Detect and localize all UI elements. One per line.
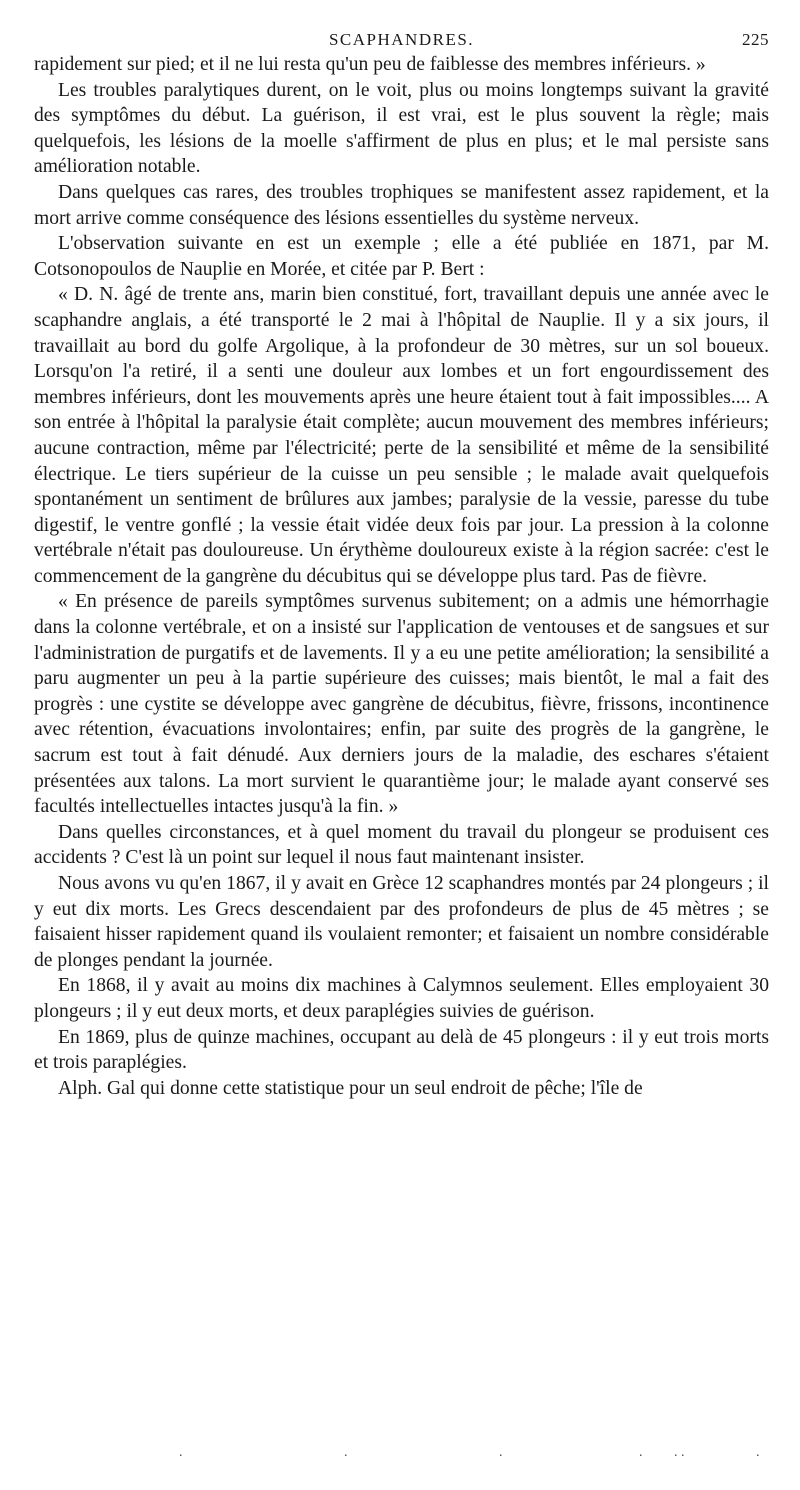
book-page [34,0,769,1101]
paragraph: L'observation suivante en est un exemple ; elle a été publiée en 1871, par M. Cotsonopoulos de Nauplie en Morée, et citée par P. Bert : [34,233,769,280]
quote-paragraph: « En présence de pareils symptômes survenus subitement; on a admis une hémorrhagie dans la colonne vertébrale, et on a insisté sur l'application de ventouses et de sangsues et sur l'administration de purgatifs et de lavements. Il y a eu une petite amélioration; la sensibilité a paru augmenter un peu à la partie supérieure des cuisses; mais bientôt, le mal a fait des progrès : une cystite se développe avec gangrène de décubitus, fièvre, frissons, incontinence avec rétention, évacuations involontaires; enfin, par suite des progrès de la gangrène, le sacrum est tout à fait dénudé. Aux derniers jours de la maladie, des eschares s'étaient présentées aux talons. La mort survient le quarantième jour; le malade ayant conservé ses facultés intellectuelles intactes jusqu'à la fin. » [34,591,769,818]
paragraph: Dans quelles circonstances, et à quel moment du travail du plongeur se produisent ces accidents ? C'est là un point sur lequel il nous faut maintenant insister. [34,821,769,869]
paragraph: Nous avons vu qu'en 1867, il y avait en Grèce 12 scaphandres montés par 24 plongeurs ; il y eut dix morts. Les Grecs descendaient par des profondeurs de plus de 45 mètres ; se faisaient hisser rapidement quand ils voulaient remonter; et faisaient un nombre considérable de plonges pendant la journée. [34,873,769,971]
body-text [34,52,769,1101]
page-number: 225 [742,30,769,49]
print-specks: . . . . . . . [179,1445,760,1460]
paragraph: En 1868, il y avait au moins dix machines à Calymnos seulement. Elles employaient 30 plongeurs ; il y eut deux morts, et deux paraplégies suivies de guérison. [34,975,769,1022]
paragraph: Dans quelques cas rares, des troubles trophiques se manifestent assez rapidement, et la mort arrive comme conséquence des lésions essentielles du système nerveux. [34,181,769,229]
paragraph: Alph. Gal qui donne cette statistique pour un seul endroit de pêche; l'île de [58,1077,643,1099]
paragraph: En 1869, plus de quinze machines, occupant au delà de 45 plongeurs : il y eut trois morts et trois paraplégies. [34,1026,769,1074]
paragraph: Les troubles paralytiques durent, on le voit, plus ou moins longtemps suivant la gravité des symptômes du début. La guérison, il est vrai, est le plus souvent la règle; mais quelquefois, les lésions de la moelle s'affirment de plus en plus; et le mal persiste sans amélioration notable. [34,79,769,178]
running-head [34,0,769,52]
running-title: SCAPHANDRES. [328,30,475,49]
paragraph-continuation: rapidement sur pied; et il ne lui resta qu'un peu de faiblesse des membres inférieurs. » [34,54,706,75]
quote-paragraph: « D. N. âgé de trente ans, marin bien constitué, fort, travaillant depuis une année avec le scaphandre anglais, a été transporté le 2 mai à l'hôpital de Nauplie. Il y a six jours, il travaillait au bord du golfe Argolique, à la profondeur de 30 mètres, sur un sol boueux. Lorsqu'on l'a retiré, il a senti une douleur aux lombes et un fort engourdissement des membres inférieurs, dont les mouvements après une heure étaient tout à fait impossibles.... A son entrée à l'hôpital la paralysie était complète; aucun mouvement des membres inférieurs; aucune contraction, même par l'électricité; perte de la sensibilité et même de la sensibilité électrique. Le tiers supérieur de la cuisse un peu sensible ; le malade avait quelquefois spontanément un sentiment de brûlures aux jambes; paralysie de la vessie, paresse du tube digestif, le ventre gonflé ; la vessie était vidée deux fois par jour. La pression à la colonne vertébrale n'était pas douloureuse. Un érythème douloureux existe à la région sacrée: c'est le commencement de la gangrène du décubitus qui se développe plus tard. Pas de fièvre. [34,284,769,587]
